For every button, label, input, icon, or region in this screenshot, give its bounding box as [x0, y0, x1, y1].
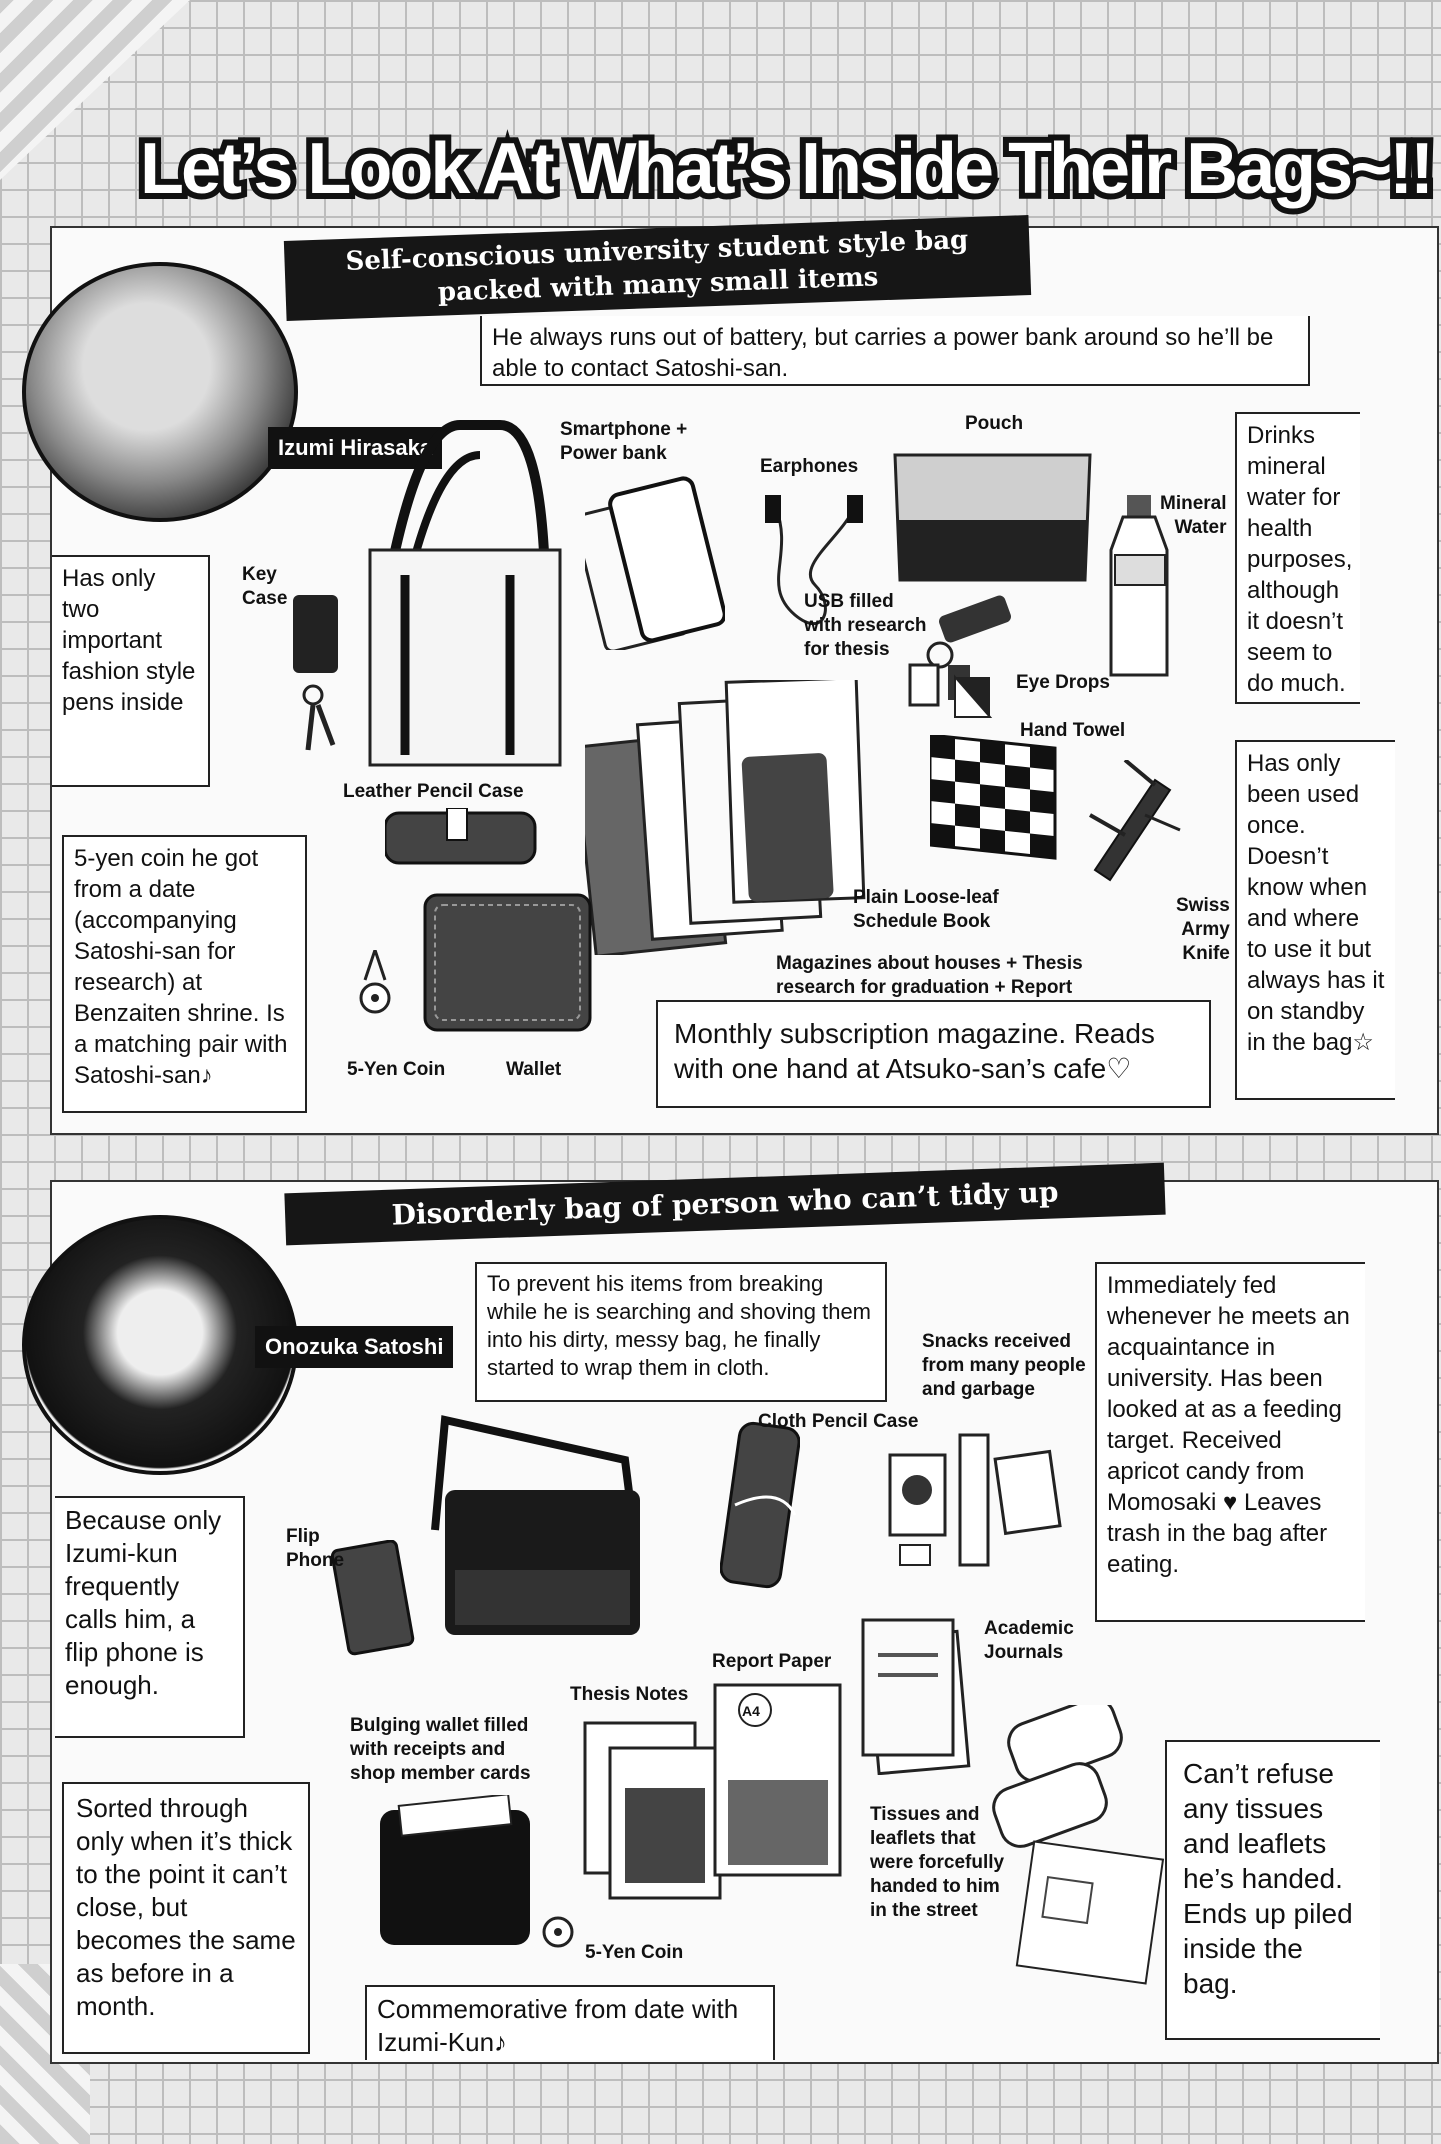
note-phone: Because only Izumi-kun frequently calls him, a flip phone is enough. [55, 1496, 245, 1738]
label-report-paper: Report Paper [712, 1651, 832, 1672]
note-coin: 5-yen coin he got from a date (accompanying Satoshi-san for research) at Benzaiten shrine. Is a matching pair with Satoshi-san♪ [62, 835, 307, 1113]
label-coin-1: 5-Yen Coin [347, 1059, 446, 1080]
label-earphones: Earphones [760, 456, 859, 477]
academic-journals-icon [858, 1615, 983, 1775]
leaflets-icon [1015, 1840, 1170, 1990]
label-snacks: Snacks received from many people and garbage [922, 1331, 1086, 1400]
label-academic-journals: Academic Journals [984, 1618, 1074, 1663]
report-paper-a4: A4 [742, 1703, 760, 1719]
key-case-icon [288, 595, 363, 755]
cloth-pencil-case-icon [720, 1415, 800, 1595]
eye-drops-icon [950, 672, 995, 722]
label-cloth-pencil-case: Cloth Pencil Case [758, 1411, 919, 1432]
leather-pencil-case-icon [385, 808, 540, 873]
wallet-icon [420, 890, 595, 1035]
smartphone-icon [585, 475, 725, 650]
label-wallet: Wallet [506, 1059, 562, 1080]
note-cloth: To prevent his items from breaking while he is searching and shoving them into his dirty, messy bag, he finally started to wrap them in cloth. [475, 1262, 887, 1402]
tissues-icon [990, 1705, 1130, 1855]
note-magazine: Monthly subscription magazine. Reads with one hand at Atsuko-san’s cafe♡ [656, 1000, 1211, 1108]
label-hand-towel: Hand Towel [1020, 720, 1126, 741]
swiss-knife-icon [1085, 760, 1185, 895]
note-coin-commemorative: Commemorative from date with Izumi-Kun♪ [365, 1985, 775, 2060]
label-coin-2: 5-Yen Coin [585, 1942, 684, 1963]
satoshi-name-tag: Onozuka Satoshi [255, 1326, 453, 1368]
note-wallet: Sorted through only when it’s thick to the point it can’t close, but becomes the same as before in a month. [62, 1782, 310, 2054]
coin-icon [355, 950, 395, 1025]
thesis-notes-icon [575, 1708, 730, 1903]
label-mineral-water: Mineral Water [1160, 493, 1227, 538]
label-usb: USB filled with research for thesis [804, 591, 927, 660]
izumi-name-tag: Izumi Hirasaka [268, 427, 442, 469]
label-tissues: Tissues and leaflets that were forcefully handed to him in the street [870, 1804, 1005, 1921]
label-pouch: Pouch [965, 413, 1024, 434]
label-schedule-book: Plain Loose-leaf Schedule Book [853, 887, 999, 932]
section2-banner: Disorderly bag of person who can’t tidy up [284, 1163, 1165, 1246]
coin-icon-2 [538, 1910, 578, 1960]
magazines-stack-icon [585, 680, 885, 955]
note-battery: He always runs out of battery, but carries a power bank around so he’ll be able to contact Satoshi-san. [480, 316, 1310, 386]
label-swiss-knife: Swiss Army Knife [1176, 895, 1230, 964]
bulging-wallet-icon [370, 1795, 535, 1950]
label-magazines: Magazines about houses + Thesis research for graduation + Report [776, 953, 1083, 998]
label-key-case: Key Case [242, 564, 288, 609]
report-paper-icon [710, 1680, 845, 1880]
pouch-icon [890, 445, 1095, 585]
label-leather-pencil-case: Leather Pencil Case [343, 781, 524, 802]
note-pens: Has only two important fashion style pens inside [52, 555, 210, 787]
section1-banner: Self-conscious university student style bag packed with many small items [284, 215, 1031, 321]
hand-towel-icon [930, 735, 1065, 860]
izumi-avatar [22, 262, 298, 522]
label-smartphone: Smartphone + Power bank [560, 419, 688, 464]
label-bulging-wallet: Bulging wallet filled with receipts and shop member cards [350, 1715, 531, 1784]
tote-bag-icon [360, 415, 570, 770]
note-tissues: Can’t refuse any tissues and leaflets he’s handed. Ends up piled inside the bag. [1165, 1740, 1380, 2040]
messenger-bag-icon [425, 1410, 655, 1645]
label-flip-phone: Flip Phone [286, 1526, 345, 1571]
label-eye-drops: Eye Drops [1016, 672, 1110, 693]
snacks-icon [880, 1430, 1070, 1575]
label-thesis-notes: Thesis Notes [570, 1684, 689, 1705]
note-snacks: Immediately fed whenever he meets an acquaintance in university. Has been looked at as a feeding target. Received apricot candy from Momosaki ♥ Leaves trash in the bag after eating. [1095, 1262, 1365, 1622]
page-title: Let’s Look At What’s Inside Their Bags~!! [140, 129, 1432, 209]
note-water: Drinks mineral water for health purposes, although it doesn’t seem to do much. [1235, 412, 1360, 704]
note-knife: Has only been used once. Doesn’t know when and where to use it but always has it on standby in the bag☆ [1235, 740, 1395, 1100]
